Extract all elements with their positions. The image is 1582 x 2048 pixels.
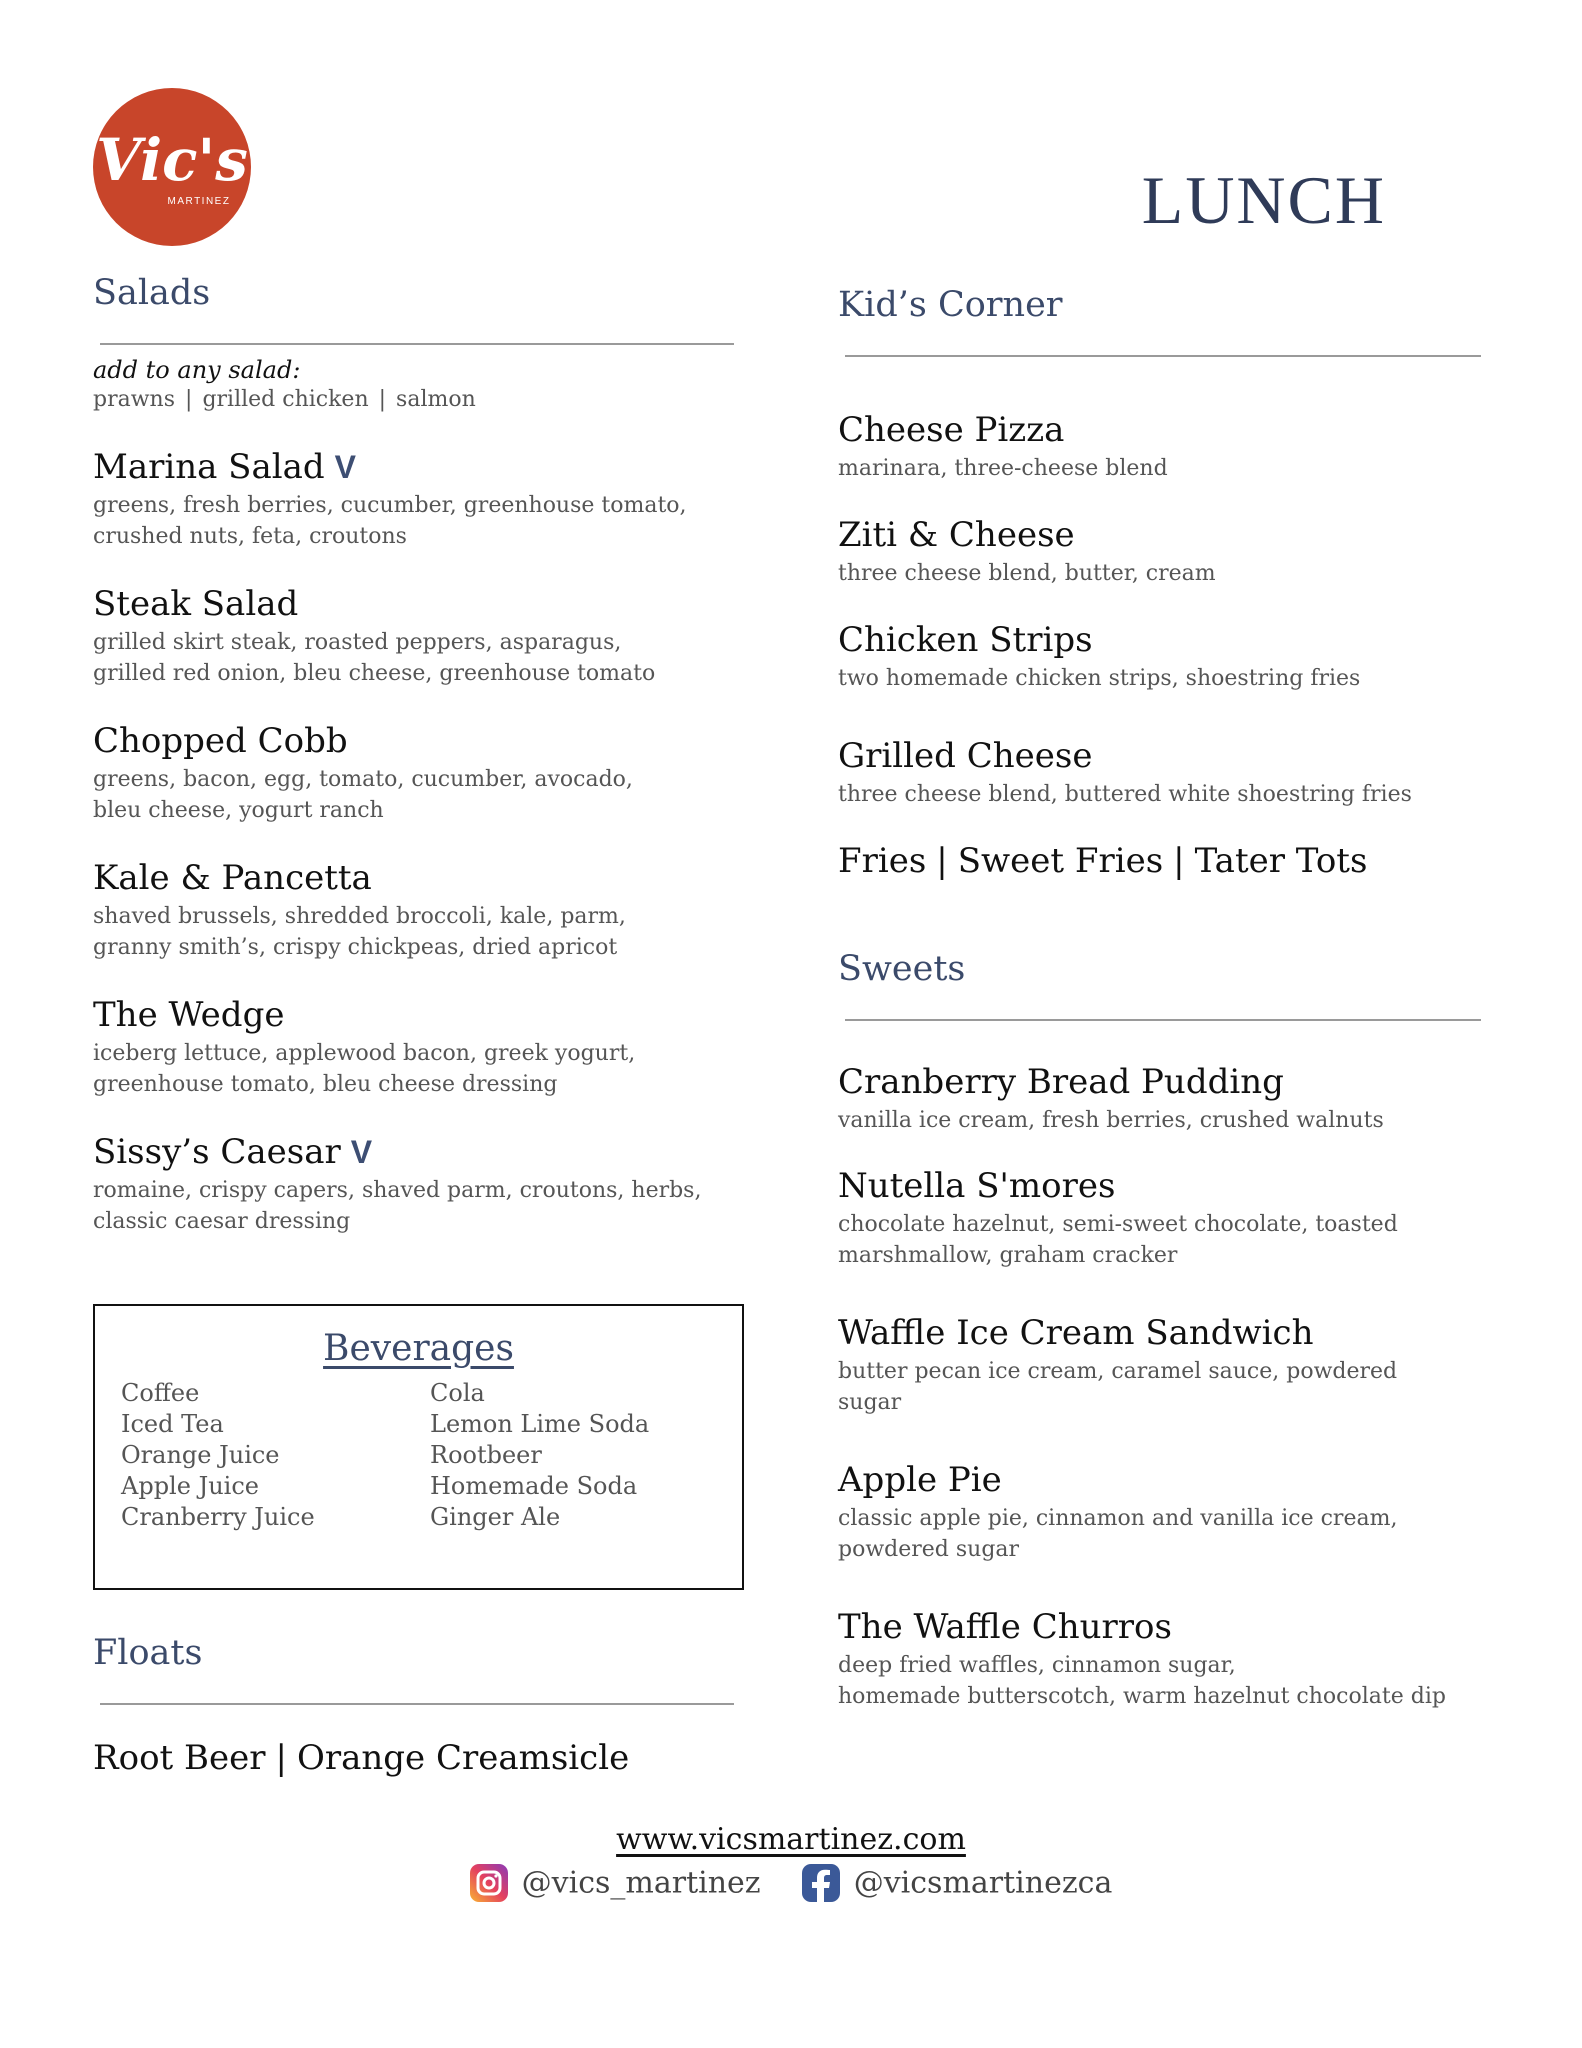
item-description: two homemade chicken strips, shoestring fries (838, 666, 1361, 692)
item-name: Waffle Ice Cream Sandwich (838, 1313, 1314, 1353)
facebook-icon[interactable] (802, 1864, 840, 1902)
side-item: Sweet Fries (957, 841, 1164, 881)
menu-item (93, 997, 753, 1100)
side-item: Fries (838, 841, 927, 881)
website-link[interactable]: www.vicsmartinez.com (616, 1822, 966, 1857)
kids-title: Kid’s Corner (838, 285, 1063, 325)
menu-item (838, 517, 1498, 589)
beverage-item: Rootbeer (430, 1441, 542, 1469)
sweets-title: Sweets (838, 949, 966, 989)
menu-item (838, 622, 1498, 694)
item-name: The Wedge (93, 995, 285, 1035)
item-description: grilled skirt steak, roasted peppers, asparagus, grilled red onion, bleu cheese, greenhouse tomato (93, 630, 656, 687)
beverage-item: Coffee (121, 1379, 200, 1407)
sweets-divider (845, 1019, 1481, 1021)
item-description: chocolate hazelnut, semi-sweet chocolate, toasted marshmallow, graham cracker (838, 1212, 1398, 1269)
menu-item (93, 723, 753, 826)
social-links (0, 1864, 1582, 1902)
item-description: marinara, three-cheese blend (838, 456, 1168, 482)
item-name: Chicken Strips (838, 620, 1093, 660)
item-name: Apple Pie (838, 1460, 1002, 1500)
item-name: Cranberry Bread Pudding (838, 1062, 1284, 1102)
salad-addons (93, 355, 753, 415)
beverage-item: Iced Tea (121, 1410, 224, 1438)
instagram-icon[interactable] (470, 1864, 508, 1902)
item-description: butter pecan ice cream, caramel sauce, powdered sugar (838, 1359, 1398, 1416)
addon-item: salmon (396, 387, 476, 412)
brand-logo (93, 88, 251, 246)
item-name: Kale & Pancetta (93, 858, 372, 898)
addon-list: prawns | grilled chicken | salmon (93, 387, 476, 412)
beverages-box (93, 1304, 744, 1590)
item-description: classic apple pie, cinnamon and vanilla ice cream, powdered sugar (838, 1506, 1398, 1563)
item-name: Grilled Cheese (838, 736, 1093, 776)
menu-item (838, 1315, 1498, 1418)
item-description: vanilla ice cream, fresh berries, crushed walnuts (838, 1108, 1384, 1134)
item-name: Chopped Cobb (93, 721, 348, 761)
menu-item (838, 1462, 1498, 1565)
addon-item: prawns (93, 387, 176, 412)
menu-item (838, 1064, 1498, 1136)
item-description: three cheese blend, buttered white shoestring fries (838, 782, 1412, 808)
beverages-column-1 (121, 1378, 315, 1533)
item-description: greens, fresh berries, cucumber, greenhouse tomato, crushed nuts, feta, croutons (93, 493, 687, 550)
vegetarian-icon: V (350, 1134, 373, 1170)
beverage-item: Cola (430, 1379, 485, 1407)
item-description: romaine, crispy capers, shaved parm, croutons, herbs, classic caesar dressing (93, 1178, 702, 1235)
side-item: Tater Tots (1194, 841, 1368, 881)
menu-item (838, 412, 1498, 484)
item-description: three cheese blend, butter, cream (838, 561, 1216, 587)
vegetarian-icon: V (334, 449, 357, 485)
beverage-item: Apple Juice (121, 1472, 259, 1500)
item-description: iceberg lettuce, applewood bacon, greek yogurt, greenhouse tomato, bleu cheese dressing (93, 1041, 636, 1098)
kids-sides: Fries | Sweet Fries | Tater Tots (838, 841, 1368, 881)
menu-item (93, 1134, 753, 1237)
menu-item (838, 738, 1498, 810)
item-name: The Waffle Churros (838, 1607, 1172, 1647)
logo-text: Vic's (96, 126, 248, 194)
floats-divider (100, 1703, 734, 1705)
menu-item (93, 860, 753, 963)
kids-divider (845, 355, 1481, 357)
logo-mark (93, 88, 251, 246)
salads-title: Salads (93, 273, 211, 313)
floats-title: Floats (93, 1633, 203, 1673)
page-title: LUNCH (1141, 162, 1386, 238)
item-name: Cheese Pizza (838, 410, 1065, 450)
menu-item (838, 1609, 1498, 1712)
item-name: Steak Salad (93, 584, 299, 624)
beverage-item: Cranberry Juice (121, 1503, 315, 1531)
menu-item (93, 586, 753, 689)
beverage-item: Ginger Ale (430, 1503, 561, 1531)
item-description: deep fried waffles, cinnamon sugar, homemade butterscotch, warm hazelnut chocolate dip (838, 1653, 1446, 1710)
item-description: greens, bacon, egg, tomato, cucumber, avocado, bleu cheese, yogurt ranch (93, 767, 633, 824)
instagram-handle[interactable]: @vics_martinez (521, 1865, 761, 1901)
beverages-column-2 (430, 1378, 649, 1533)
beverage-item: Lemon Lime Soda (430, 1410, 650, 1438)
addon-label: add to any salad: (93, 356, 301, 384)
item-name: Nutella S'mores (838, 1166, 1116, 1206)
addon-item: grilled chicken (202, 387, 369, 412)
item-name: Marina Salad V (93, 447, 357, 487)
menu-item (838, 1168, 1498, 1271)
beverages-title: Beverages (323, 1328, 514, 1369)
facebook-handle[interactable]: @vicsmartinezca (853, 1865, 1113, 1901)
item-name: Ziti & Cheese (838, 515, 1075, 555)
float-item: Root Beer (93, 1738, 266, 1778)
float-item: Orange Creamsicle (296, 1738, 630, 1778)
salads-divider (100, 343, 734, 345)
floats-list: Root Beer | Orange Creamsicle (93, 1738, 630, 1778)
item-description: shaved brussels, shredded broccoli, kale, parm, granny smith’s, crispy chickpeas, dried apricot (93, 904, 626, 961)
logo-subtext: MARTINEZ (167, 196, 231, 207)
beverage-item: Homemade Soda (430, 1472, 638, 1500)
menu-item (93, 449, 753, 552)
beverage-item: Orange Juice (121, 1441, 280, 1469)
item-name: Sissy’s Caesar V (93, 1132, 373, 1172)
